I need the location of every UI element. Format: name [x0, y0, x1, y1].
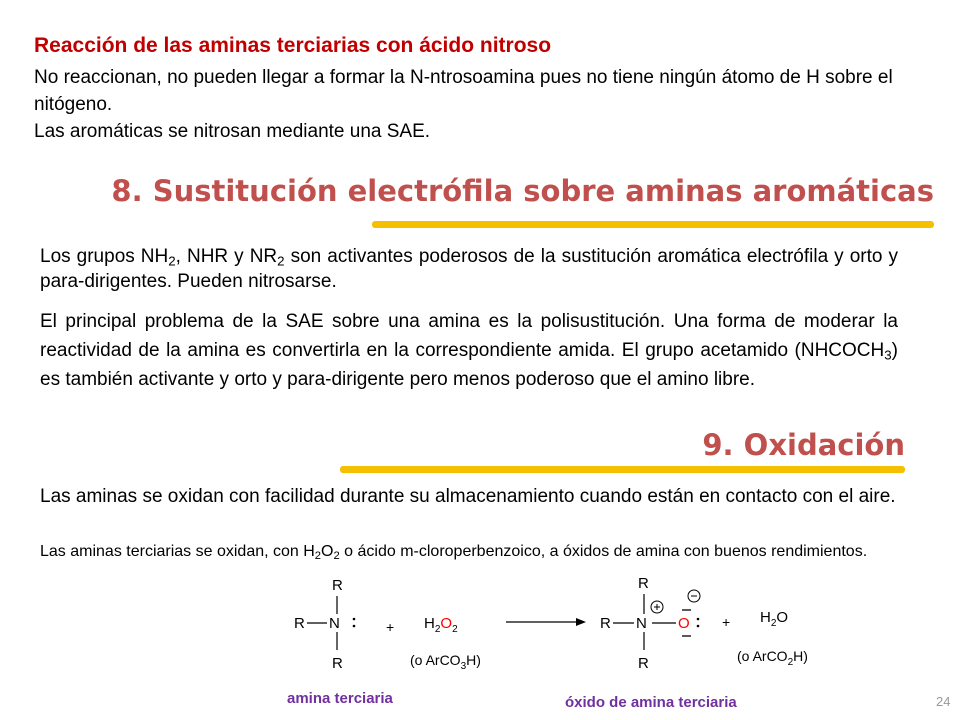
amine-oxide-structure: [600, 575, 700, 672]
plus-sign: +: [722, 614, 731, 630]
label-tertiary-amine: amina terciaria: [287, 690, 393, 707]
oxygen-atom: O: [678, 615, 690, 632]
svg-text:H2O2: $H_2O_2$: [424, 615, 458, 635]
heading-section-9: 9. Oxidación: [702, 428, 905, 462]
r-group-left: R: [600, 615, 611, 632]
nitrogen-atom: N: [636, 615, 647, 632]
nitrogen-atom: N: [329, 615, 340, 632]
intro-text: [34, 64, 914, 145]
svg-text:H2O: $H_2O$: [760, 609, 789, 629]
paragraph-oxidation-air: Las aminas se oxidan con facilidad durante su almacenamiento cuando están en contacto con el aire.: [40, 486, 896, 507]
page-number: 24: [936, 694, 951, 709]
heading-section-8: 8. Sustitución electrófila sobre aminas aromáticas: [111, 174, 934, 208]
r-group-top: R: [638, 575, 649, 592]
hydrogen-peroxide: [424, 615, 458, 635]
section-title-nitroso: Reacción de las aminas terciarias con ácido nitroso: [34, 34, 552, 57]
r-group-left: R: [294, 615, 305, 632]
heading-underline-9: [340, 466, 905, 473]
label-amine-oxide: óxido de amina terciaria: [565, 694, 737, 711]
r-group-top: R: [332, 577, 343, 594]
paragraph-activating-groups: Los grupos $NH_2$, NHR y $NR_2$ son activantes poderosos de la sustitución aromática electrófila y orto y para-dirigentes. Pueden nitrosarse.: [40, 246, 898, 292]
reaction-arrow: [506, 618, 586, 626]
alternative-byproduct: (o ArCO$_2$H): [737, 648, 808, 668]
r-group-bottom: R: [332, 655, 343, 672]
alternative-reagent: (o ArCO$_3$H): [410, 652, 481, 672]
intro-line-1: No reaccionan, no pueden llegar a formar la N-ntrosoamina pues no tiene ningún átomo de H sobre el nitógeno.: [34, 67, 893, 115]
paragraph-tertiary-oxidation: Las aminas terciarias se oxidan, con $H_2O_2$ o ácido m-cloroperbenzoico, a óxidos de amina con buenos rendimientos.: [40, 543, 868, 562]
heading-underline-8: [372, 221, 934, 228]
reaction-scheme: [280, 572, 860, 692]
r-group-bottom: R: [638, 655, 649, 672]
plus-sign: +: [386, 619, 395, 635]
water: [760, 609, 788, 629]
intro-line-2: Las aromáticas se nitrosan mediante una SAE.: [34, 121, 431, 142]
tertiary-amine-structure: [294, 577, 355, 672]
paragraph-polysubstitution: El principal problema de la SAE sobre una amina es la polisustitución. Una forma de moderar la reactividad de la amina es convertirla en la correspondiente amida. El grupo acetamido $(NHCOCH_3)$ es también activante y orto y para-dirigente pero menos poderoso que el amino libre.: [40, 311, 898, 390]
